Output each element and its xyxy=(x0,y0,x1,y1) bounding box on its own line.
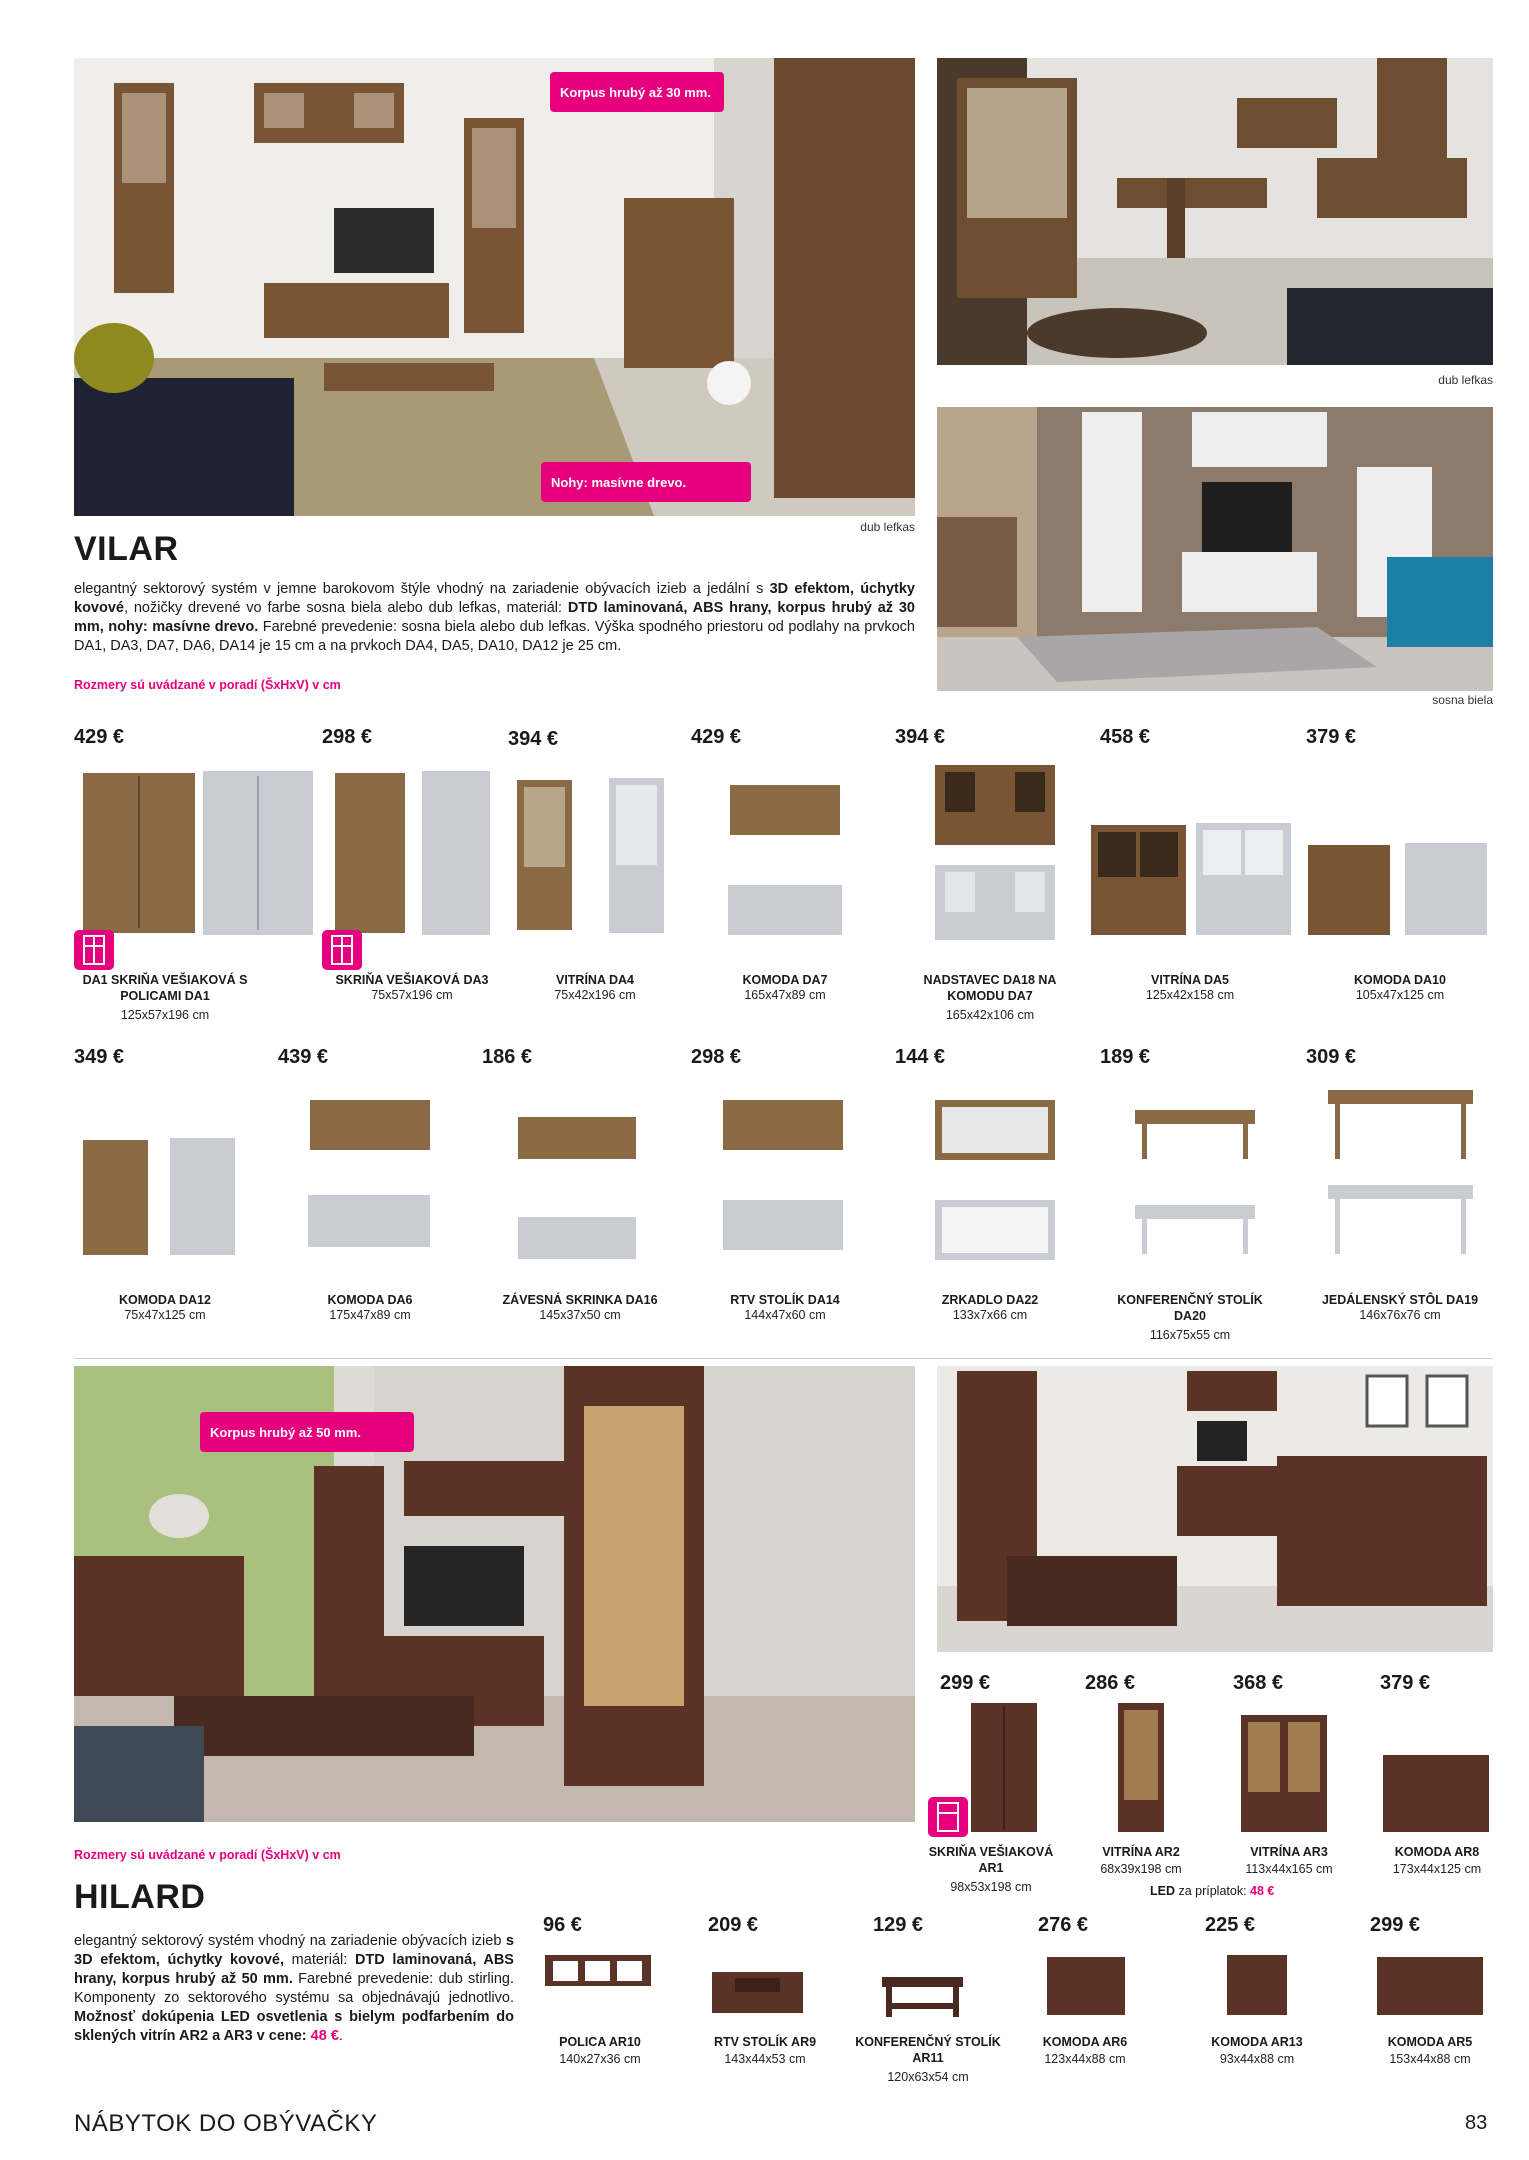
product-image-da16 xyxy=(515,1112,640,1272)
product-image-da1 xyxy=(80,768,315,943)
product-dims: 120x63x54 cm xyxy=(887,2070,969,2084)
product-image-ar6 xyxy=(1045,1955,1127,2017)
product-name: VITRÍNA DA5 xyxy=(1150,973,1229,987)
product-name: KONFERENČNÝ STOLÍK AR11 xyxy=(855,2035,1001,2065)
product-price: 299 € xyxy=(940,1672,991,1694)
product-dims: 125x42x158 cm xyxy=(1145,988,1235,1002)
product-image-da22 xyxy=(930,1095,1060,1265)
product-dims: 123x44x88 cm xyxy=(1044,2052,1126,2066)
product-name: VITRÍNA DA4 xyxy=(555,973,634,987)
vilar-dining-caption: dub lefkas xyxy=(1438,373,1493,387)
product-name: KOMODA DA7 xyxy=(742,973,828,987)
hilard-title: HILARD xyxy=(74,1878,206,1916)
product-image-ar9 xyxy=(710,1970,805,2015)
product-image-ar13 xyxy=(1225,1953,1289,2017)
vilar-main-caption: dub lefkas xyxy=(860,520,915,534)
product-price: 96 € xyxy=(543,1914,582,1936)
product-name: KONFERENČNÝ STOLÍK DA20 xyxy=(1117,1293,1263,1323)
product-price: 394 € xyxy=(508,728,559,750)
vilar-main-photo xyxy=(74,58,915,516)
product-dims: 165x42x106 cm xyxy=(945,1008,1035,1022)
product-image-da19 xyxy=(1323,1085,1478,1265)
product-name: KOMODA DA6 xyxy=(327,1293,413,1307)
product-name: VITRÍNA AR3 xyxy=(1250,1845,1328,1859)
product-name: KOMODA AR6 xyxy=(1042,2035,1128,2049)
product-image-da14 xyxy=(718,1095,848,1265)
product-dims: 105x47x125 cm xyxy=(1355,988,1445,1002)
hilard-dims-note: Rozmery sú uvádzané v poradí (ŠxHxV) v cm xyxy=(74,1848,341,1862)
product-name: ZRKADLO DA22 xyxy=(941,1293,1039,1307)
product-name: DA1 SKRIŇA VEŠIAKOVÁ S POLICAMI DA1 xyxy=(82,973,248,1003)
product-price: 379 € xyxy=(1306,726,1357,748)
product-price: 209 € xyxy=(708,1914,759,1936)
vilar-dims-note: Rozmery sú uvádzané v poradí (ŠxHxV) v cm xyxy=(74,678,341,692)
product-dims: 165x47x89 cm xyxy=(744,988,826,1002)
product-image-ar3 xyxy=(1238,1712,1330,1835)
product-dims: 145x37x50 cm xyxy=(539,1308,621,1322)
product-dims: 144x47x60 cm xyxy=(744,1308,826,1322)
vilar-dining-photo xyxy=(937,58,1493,365)
product-image-ar8 xyxy=(1380,1752,1492,1835)
product-image-ar10 xyxy=(543,1953,653,1988)
product-image-da12 xyxy=(80,1135,250,1265)
product-price: 349 € xyxy=(74,1046,125,1068)
product-image-da20 xyxy=(1130,1105,1260,1265)
product-image-ar11 xyxy=(880,1975,965,2020)
product-dims: 153x44x88 cm xyxy=(1389,2052,1471,2066)
product-price: 225 € xyxy=(1205,1914,1256,1936)
product-image-ar5 xyxy=(1375,1955,1485,2017)
product-price: 429 € xyxy=(74,726,125,748)
vilar-title: VILAR xyxy=(74,530,179,568)
product-name: SKRIŇA VEŠIAKOVÁ DA3 xyxy=(335,973,489,987)
product-price: 458 € xyxy=(1100,726,1151,748)
product-dims: 173x44x125 cm xyxy=(1392,1862,1482,1876)
product-price: 144 € xyxy=(895,1046,946,1068)
product-image-ar2 xyxy=(1115,1700,1167,1835)
product-dims: 146x76x76 cm xyxy=(1359,1308,1441,1322)
product-dims: 68x39x198 cm xyxy=(1100,1862,1182,1876)
product-price: 429 € xyxy=(691,726,742,748)
product-price: 368 € xyxy=(1233,1672,1284,1694)
vilar-white-caption: sosna biela xyxy=(1432,693,1493,707)
product-price: 298 € xyxy=(322,726,373,748)
product-price: 298 € xyxy=(691,1046,742,1068)
product-name: ZÁVESNÁ SKRINKA DA16 xyxy=(502,1293,658,1307)
product-name: SKRIŇA VEŠIAKOVÁ AR1 xyxy=(928,1845,1054,1875)
product-price: 394 € xyxy=(895,726,946,748)
product-image-da5 xyxy=(1088,820,1293,945)
product-image-da10 xyxy=(1305,840,1490,945)
product-price: 299 € xyxy=(1370,1914,1421,1936)
footer-section-title: NÁBYTOK DO OBÝVAČKY xyxy=(74,2110,378,2137)
product-dims: 75x57x196 cm xyxy=(371,988,453,1002)
product-price: 189 € xyxy=(1100,1046,1151,1068)
product-price: 309 € xyxy=(1306,1046,1357,1068)
product-dims: 93x44x88 cm xyxy=(1219,2052,1295,2066)
vilar-white-photo xyxy=(937,407,1493,691)
product-name: KOMODA DA10 xyxy=(1354,973,1446,987)
hilard-second-photo xyxy=(937,1366,1493,1652)
product-name: NADSTAVEC DA18 NA KOMODU DA7 xyxy=(923,973,1057,1003)
product-price: 439 € xyxy=(278,1046,329,1068)
product-name: KOMODA DA12 xyxy=(119,1293,211,1307)
product-dims: 125x57x196 cm xyxy=(120,1008,210,1022)
product-price: 276 € xyxy=(1038,1914,1089,1936)
product-dims: 75x42x196 cm xyxy=(554,988,636,1002)
wardrobe-badge-icon xyxy=(928,1797,968,1837)
vilar-tag-nohy: Nohy: masívne drevo. xyxy=(541,462,751,502)
wardrobe-badge-icon xyxy=(74,930,114,970)
product-image-da18 xyxy=(930,760,1060,945)
product-dims: 133x7x66 cm xyxy=(952,1308,1028,1322)
product-name: KOMODA AR8 xyxy=(1394,1845,1480,1859)
product-price: 129 € xyxy=(873,1914,924,1936)
product-image-da6 xyxy=(305,1095,435,1265)
product-dims: 140x27x36 cm xyxy=(559,2052,641,2066)
product-price: 186 € xyxy=(482,1046,533,1068)
product-image-da7 xyxy=(725,780,845,945)
led-note: LED za príplatok: 48 € xyxy=(1150,1884,1275,1898)
product-name: VITRÍNA AR2 xyxy=(1102,1845,1180,1859)
product-dims: 116x75x55 cm xyxy=(1149,1328,1231,1342)
product-image-da4 xyxy=(514,775,674,943)
section-divider xyxy=(74,1358,1493,1359)
product-name: KOMODA AR13 xyxy=(1211,2035,1303,2049)
product-dims: 143x44x53 cm xyxy=(724,2052,806,2066)
product-name: KOMODA AR5 xyxy=(1387,2035,1473,2049)
vilar-tag-korpus: Korpus hrubý až 30 mm. xyxy=(550,72,724,112)
product-dims: 113x44x165 cm xyxy=(1245,1862,1333,1876)
product-dims: 175x47x89 cm xyxy=(329,1308,411,1322)
product-name: JEDÁLENSKÝ STÔL DA19 xyxy=(1321,1293,1479,1307)
product-image-da3 xyxy=(332,768,492,943)
product-price: 286 € xyxy=(1085,1672,1136,1694)
hilard-tag-korpus: Korpus hrubý až 50 mm. xyxy=(200,1412,414,1452)
product-image-ar1 xyxy=(968,1700,1040,1835)
wardrobe-badge-icon xyxy=(322,930,362,970)
product-dims: 75x47x125 cm xyxy=(124,1308,206,1322)
product-name: RTV STOLÍK AR9 xyxy=(713,2035,817,2049)
hilard-description: elegantný sektorový systém vhodný na zariadenie obývacích izieb s 3D efektom, úchytky kovové, materiál: DTD laminovaná, ABS hrany, korpus hrubý až 50 mm. Farebné prevedenie: dub stirling. Komponenty zo sektorového systému sa objednávajú jednotlivo. Možnosť dokúpenia LED osvetlenia s bielym podfarbením do sklených vitrín AR2 a AR3 v cene: 48 €. xyxy=(74,1933,514,2044)
product-name: POLICA AR10 xyxy=(559,2035,641,2049)
product-dims: 98x53x198 cm xyxy=(950,1880,1032,1894)
product-price: 379 € xyxy=(1380,1672,1431,1694)
vilar-description: elegantný sektorový systém v jemne barokovom štýle vhodný na zariadenie obývacích izieb a jedální s 3D efektom, úchytky kovové, nožičky drevené vo farbe sosna biela alebo dub lefkas, materiál: DTD laminovaná, ABS hrany, korpus hrubý až 30 mm, nohy: masívne drevo. Farebné prevedenie: sosna biela alebo dub lefkas. Výška spodného priestoru od podlahy na prvkoch DA1, DA3, DA7, DA6, DA14 je 15 cm a na prvkoch DA4, DA5, DA10, DA12 je 25 cm. xyxy=(74,581,915,654)
product-name: RTV STOLÍK DA14 xyxy=(730,1293,840,1307)
page-number: 83 xyxy=(1465,2112,1488,2134)
